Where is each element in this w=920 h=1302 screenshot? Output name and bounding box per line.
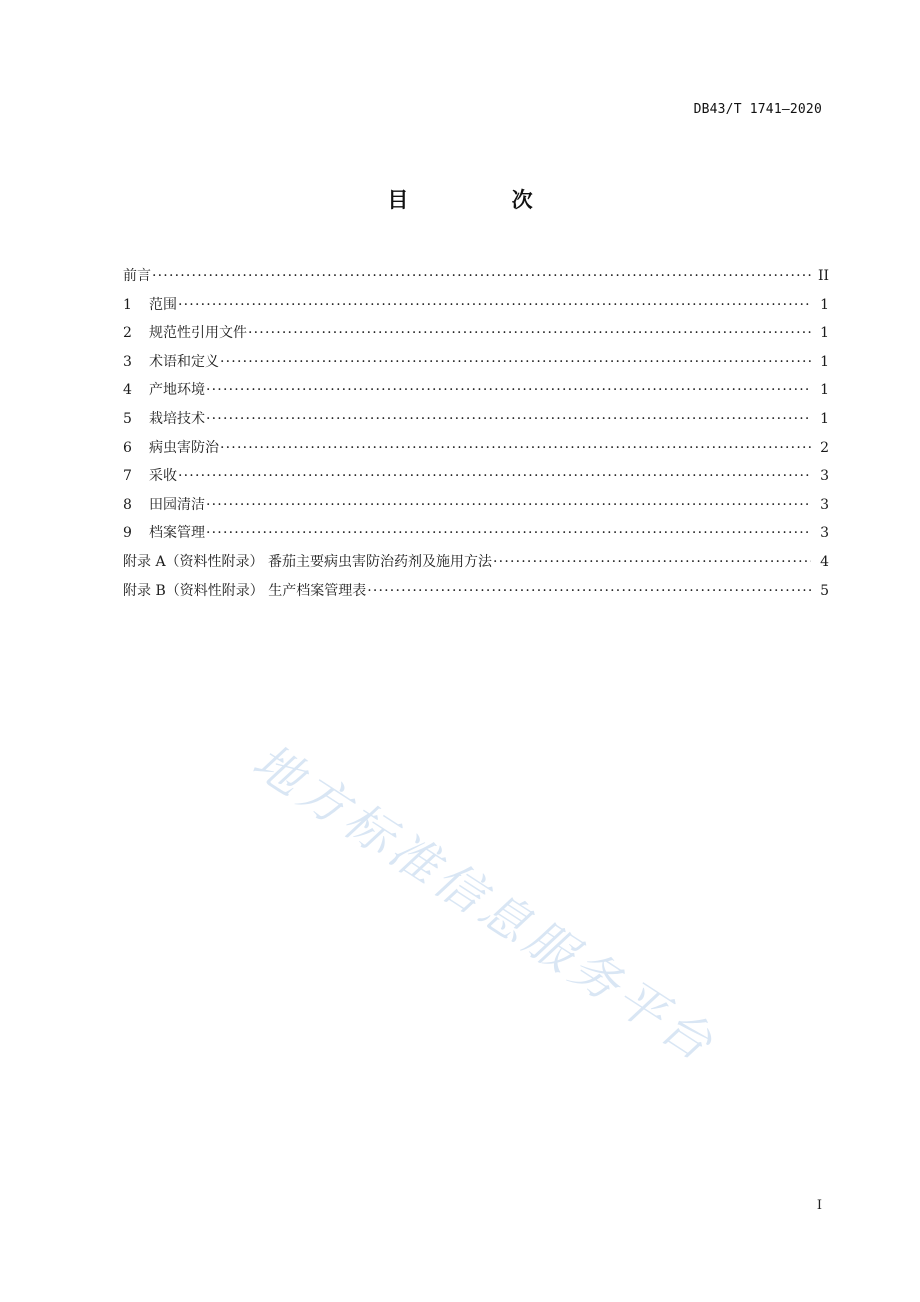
- toc-entry-label: 范围: [149, 296, 177, 313]
- toc-entry-page: 4: [820, 553, 829, 570]
- toc-entry-appendix-a[interactable]: [123, 548, 829, 577]
- watermark: 地方标准信息服务平台: [242, 733, 727, 1075]
- toc-entry-3[interactable]: [123, 348, 829, 377]
- toc-entry-4[interactable]: [123, 376, 829, 405]
- toc-entry-label: 档案管理: [149, 525, 205, 542]
- toc-entry-foreword[interactable]: [123, 262, 829, 291]
- toc-leader-dots: [220, 348, 811, 377]
- toc-entry-6[interactable]: [123, 434, 829, 463]
- toc-entry-label: 前言: [123, 268, 151, 284]
- toc-entry-number: 8: [123, 496, 132, 513]
- toc-entry-number: 7: [123, 468, 132, 485]
- toc-entry-8[interactable]: [123, 491, 829, 520]
- toc-entry-2[interactable]: [123, 319, 829, 348]
- toc-entry-page: 5: [820, 582, 829, 599]
- toc-entry-label: 采收: [149, 468, 177, 485]
- toc-entry-number: 1: [123, 296, 132, 313]
- toc-entry-label: 田园清洁: [149, 496, 205, 513]
- page-number: I: [816, 1198, 822, 1213]
- toc-leader-dots: [367, 577, 811, 606]
- toc-entry-page: 3: [820, 525, 829, 542]
- toc-leader-dots: [178, 291, 811, 320]
- toc-leader-dots: [220, 434, 811, 463]
- toc-entry-number: 5: [123, 410, 132, 427]
- toc-entry-number: 2: [123, 325, 132, 342]
- toc-entry-label: 产地环境: [149, 382, 205, 399]
- toc-entry-5[interactable]: [123, 405, 829, 434]
- toc-entry-page: 1: [820, 296, 829, 313]
- toc-entry-page: 3: [820, 468, 829, 485]
- toc-entry-page: 1: [820, 325, 829, 342]
- toc-leader-dots: [178, 462, 811, 491]
- toc-entry-label: 规范性引用文件: [149, 325, 247, 342]
- toc-leader-dots: [152, 262, 811, 291]
- page-title: 目 次: [387, 188, 581, 212]
- toc-entry-appendix-b[interactable]: [123, 577, 829, 606]
- toc-entry-page: II: [817, 268, 829, 284]
- toc-entry-page: 3: [820, 496, 829, 513]
- toc-entry-label: 附录 A（资料性附录） 番茄主要病虫害防治药剂及施用方法: [123, 553, 493, 570]
- toc-entry-page: 1: [820, 382, 829, 399]
- toc-leader-dots: [248, 319, 811, 348]
- toc-entry-number: 3: [123, 353, 132, 370]
- toc-entry-page: 1: [820, 353, 829, 370]
- toc-entry-label: 病虫害防治: [149, 439, 219, 456]
- toc-leader-dots: [493, 548, 811, 577]
- toc-entry-label: 术语和定义: [149, 353, 219, 370]
- document-code: DB43/T 1741—2020: [693, 102, 822, 117]
- toc-leader-dots: [206, 491, 811, 520]
- toc-entry-number: 9: [123, 525, 132, 542]
- table-of-contents: [123, 262, 829, 605]
- toc-entry-label: 附录 B（资料性附录） 生产档案管理表: [123, 582, 367, 599]
- toc-leader-dots: [206, 405, 811, 434]
- toc-entry-page: 1: [820, 410, 829, 427]
- toc-entry-9[interactable]: [123, 519, 829, 548]
- toc-entry-7[interactable]: [123, 462, 829, 491]
- toc-leader-dots: [206, 376, 811, 405]
- toc-entry-number: 6: [123, 439, 132, 456]
- toc-entry-label: 栽培技术: [149, 410, 205, 427]
- toc-entry-page: 2: [820, 439, 829, 456]
- toc-entry-number: 4: [123, 382, 132, 399]
- toc-leader-dots: [206, 519, 811, 548]
- toc-entry-1[interactable]: [123, 291, 829, 320]
